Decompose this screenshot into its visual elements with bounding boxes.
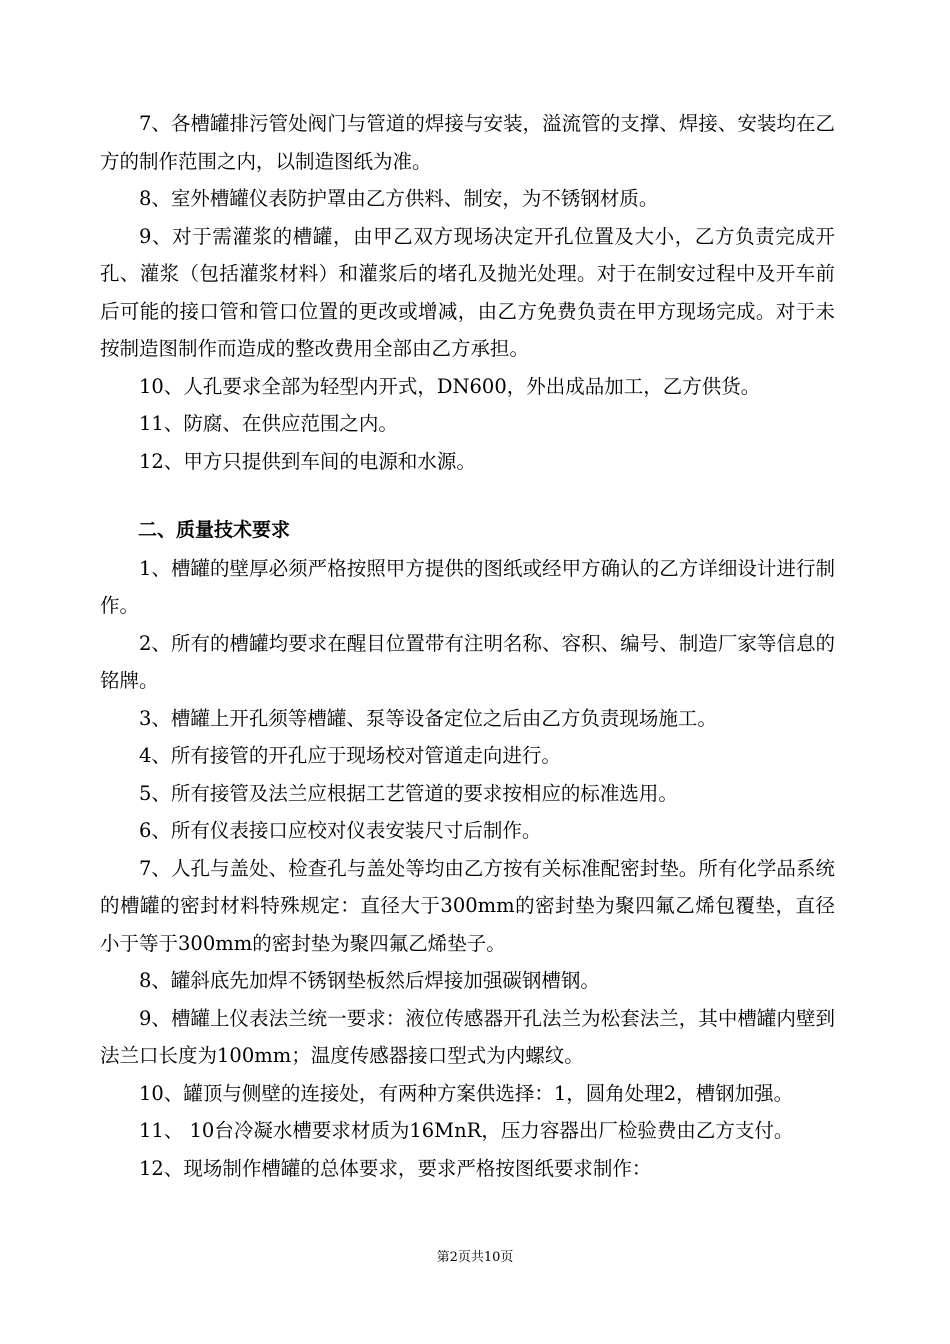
paragraph-s2-5: 5、所有接管及法兰应根据工艺管道的要求按相应的标准选用。: [139, 781, 678, 805]
paragraph-s1-8: 8、室外槽罐仪表防护罩由乙方供料、制安，为不锈钢材质。: [139, 187, 659, 210]
paragraph-s2-8: 8、罐斜底先加焊不锈钢垫板然后焊接加强碳钢槽钢。: [139, 969, 600, 992]
paragraph-s1-12: 12、甲方只提供到车间的电源和水源。: [139, 449, 476, 473]
paragraph-s2-4: 4、所有接管的开孔应于现场校对管道走向进行。: [139, 744, 561, 767]
paragraph-s1-9: 9、对于需灌浆的槽罐，由甲乙双方现场决定开孔位置及大小，乙方负责完成开孔、灌浆（包括灌浆材料）和灌浆后的堵孔及抛光处理。对于在制安过程中及开车前后可能的接口管和管口位置的更改或增减，由乙方免费负责在甲方现场完成。对于未按制造图制作而造成的整改费用全部由乙方承担。: [100, 224, 835, 360]
paragraph-s2-12: 12、现场制作槽罐的总体要求，要求严格按图纸要求制作：: [139, 1156, 652, 1180]
paragraph-s1-11: 11、防腐、在供应范围之内。: [139, 412, 398, 435]
paragraph-s2-2: 2、所有的槽罐均要求在醒目位置带有注明名称、容积、编号、制造厂家等信息的铭牌。: [100, 631, 835, 692]
paragraph-s2-9: 9、槽罐上仪表法兰统一要求：液位传感器开孔法兰为松套法兰，其中槽罐内壁到法兰口长度为100mm；温度传感器接口型式为内螺纹。: [100, 1006, 835, 1067]
paragraph-s2-6: 6、所有仪表接口应校对仪表安装尺寸后制作。: [139, 819, 542, 842]
document-body: [100, 105, 835, 1187]
paragraph-s2-1: 1、槽罐的壁厚必须严格按照甲方提供的图纸或经甲方确认的乙方详细设计进行制作。: [100, 556, 835, 617]
paragraph-s2-10: 10、罐顶与侧壁的连接处，有两种方案供选择：1，圆角处理2，槽钢加强。: [139, 1081, 794, 1105]
paragraph-s2-3: 3、槽罐上开孔须等槽罐、泵等设备定位之后由乙方负责现场施工。: [139, 706, 717, 730]
paragraph-s1-7: 7、各槽罐排污管处阀门与管道的焊接与安装，溢流管的支撑、焊接、安装均在乙方的制作范围之内，以制造图纸为准。: [100, 112, 835, 173]
page-footer: 第2页共10页: [436, 1250, 514, 1265]
paragraph-s1-10: 10、人孔要求全部为轻型内开式，DN600，外出成品加工，乙方供货。: [139, 374, 761, 398]
paragraph-s2-7: 7、人孔与盖处、检查孔与盖处等均由乙方按有关标准配密封垫。所有化学品系统的槽罐的密封材料特殊规定：直径大于300mm的密封垫为聚四氟乙烯包覆垫，直径小于等于300mm的密封垫为聚四氟乙烯垫子。: [100, 856, 835, 955]
paragraph-s2-11: 11、 10台冷凝水槽要求材质为16MnR，压力容器出厂检验费由乙方支付。: [139, 1119, 794, 1142]
section-heading: 二、质量技术要求: [138, 519, 291, 541]
